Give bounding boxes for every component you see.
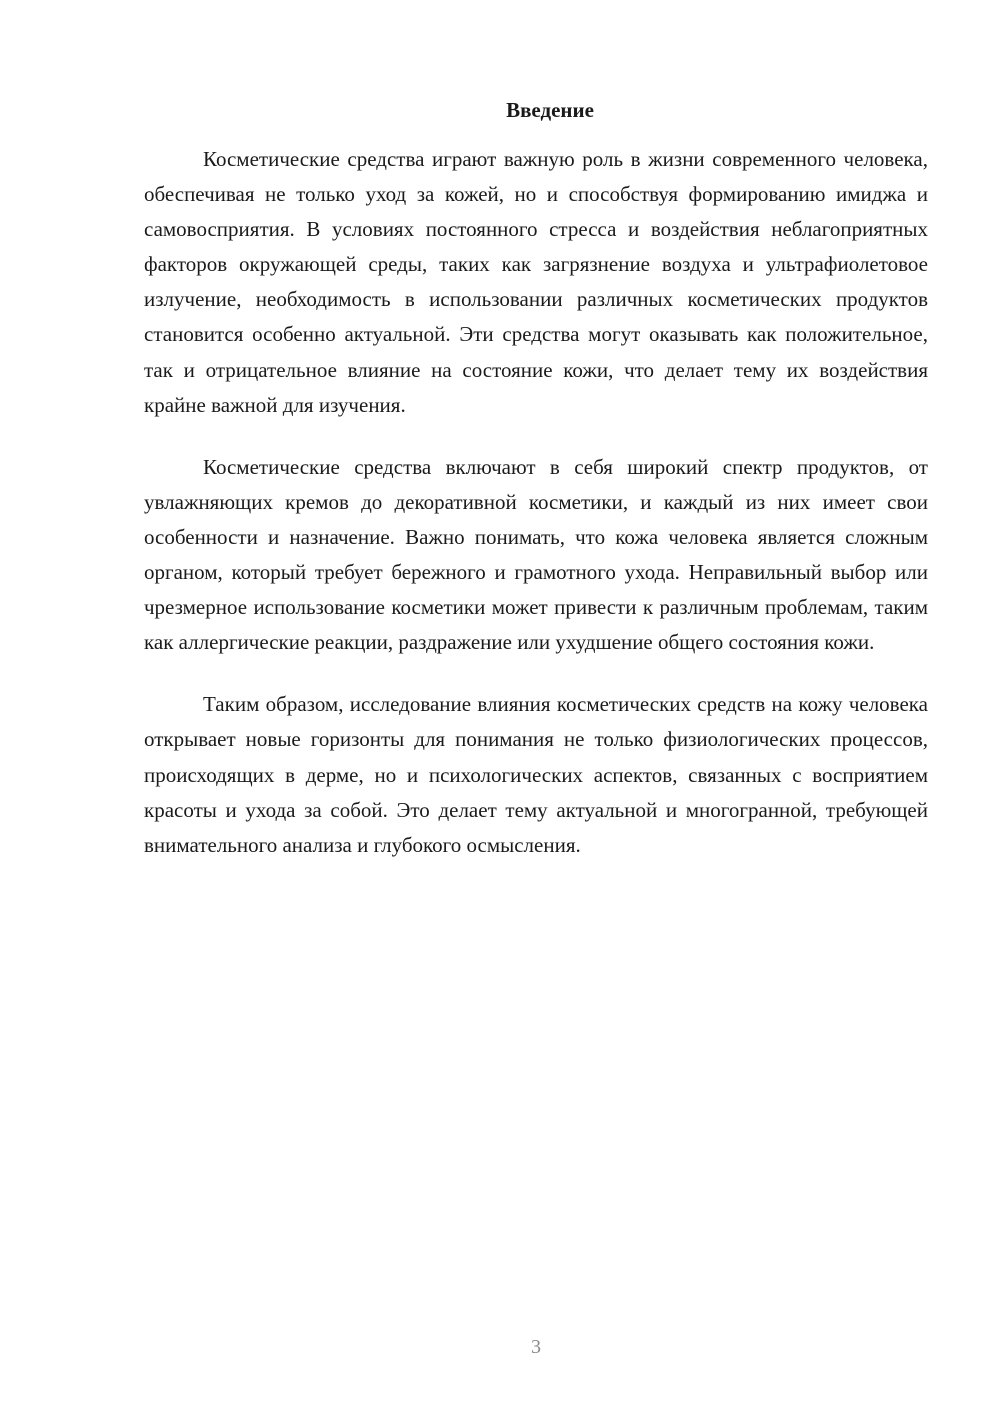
section-title: Введение <box>506 98 594 122</box>
paragraph-2: Косметические средства включают в себя широкий спектр продуктов, от увлажняющих кремов до декоративной косметики, и каждый из них имеет свои особенности и назначение. Важно понимать, что кожа человека является сложным органом, который требует бережного и грамотного ухода. Неправильный выбор или чрезмерное использование косметики может привести к различным проблемам, таким как аллергические реакции, раздражение или ухудшение общего состояния кожи. <box>144 454 928 655</box>
paragraph-3: Таким образом, исследование влияния косметических средств на кожу человека открывает новые горизонты для понимания не только физиологических процессов, происходящих в дерме, но и психологических аспектов, связанных с восприятием красоты и ухода за собой. Это делает тему актуальной и многогранной, требующей внимательного анализа и глубокого осмысления. <box>144 692 928 857</box>
page-number: 3 <box>531 1336 541 1358</box>
page-content <box>144 92 928 890</box>
paragraph-1: Косметические средства играют важную роль в жизни современного человека, обеспечивая не только уход за кожей, но и способствуя формированию имиджа и самовосприятия. В условиях постоянного стресса и воздействия неблагоприятных факторов окружающей среды, таких как загрязнение воздуха и ультрафиолетовое излучение, необходимость в использовании различных косметических продуктов становится особенно актуальной. Эти средства могут оказывать как положительное, так и отрицательное влияние на состояние кожи, что делает тему их воздействия крайне важной для изучения. <box>144 147 928 417</box>
